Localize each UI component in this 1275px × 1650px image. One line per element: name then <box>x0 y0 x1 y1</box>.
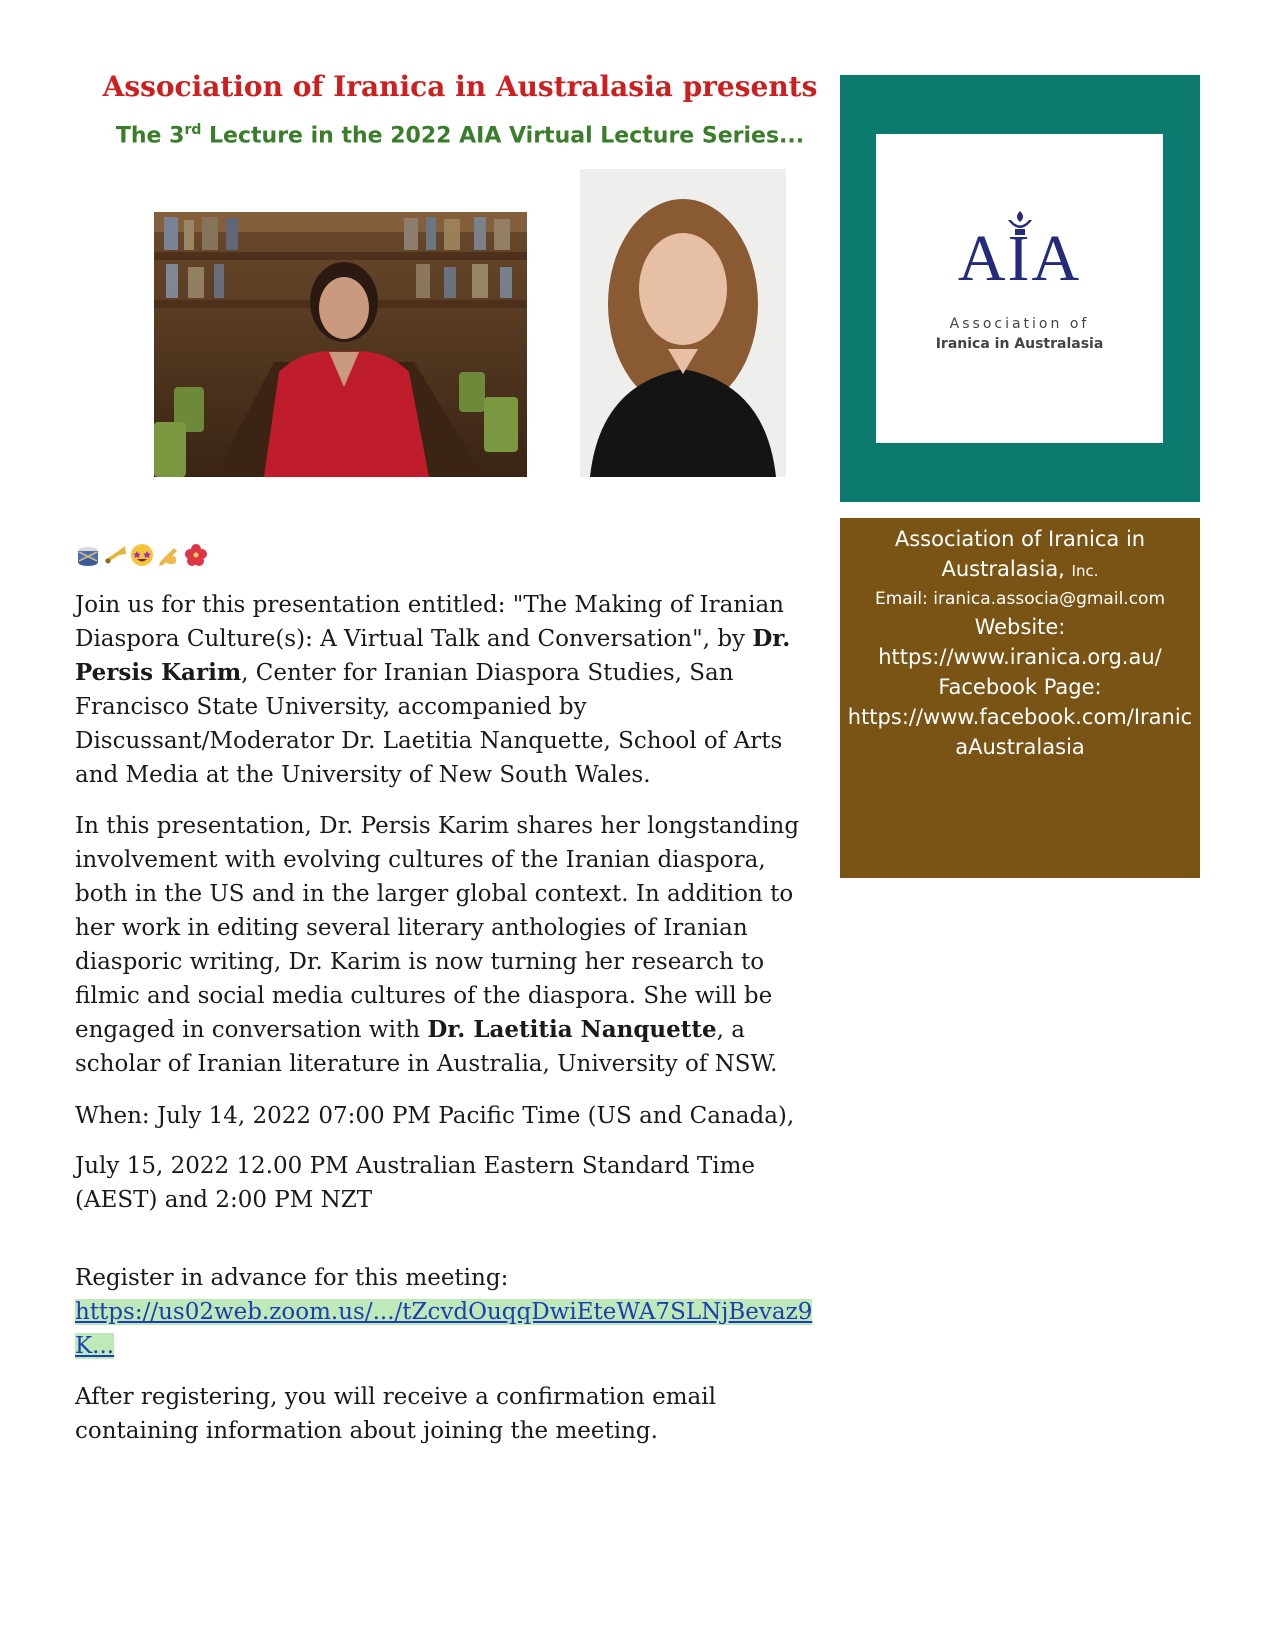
event-when: When: July 14, 2022 07:00 PM Pacific Time (US and Canada), <box>75 1103 795 1129</box>
hibiscus-icon <box>183 542 209 568</box>
drum-icon <box>75 542 101 568</box>
subtitle-pre: The 3 <box>115 123 185 149</box>
description-text1: In this presentation, Dr. Persis Karim shares her longstanding involvement with evolving cultures of the Iranian diaspora, both in the US and in the larger global context. In addition to her work in editing several literary anthologies of Iranian diasporic writing, Dr. Karim is now turning her research to filmic and social media cultures of the diaspora. She will be engaged in conversation with <box>75 813 800 1043</box>
event-title: Association of Iranica in Australasia presents <box>102 70 818 103</box>
description-paragraph <box>75 809 825 1081</box>
writing-hand-icon <box>156 542 182 568</box>
after-registering-note: After registering, you will receive a confirmation email containing information about joining the meeting. <box>75 1384 716 1444</box>
photo-laetitia-nanquette <box>580 169 786 477</box>
logo-line2: Iranica in Australasia <box>935 336 1104 352</box>
emoji-row <box>75 541 209 569</box>
org-name-line2 <box>840 554 1200 586</box>
contact-email[interactable]: Email: iranica.associa@gmail.com <box>874 589 1166 609</box>
event-subtitle <box>100 122 820 148</box>
logo-line1: Association of <box>949 316 1090 332</box>
trumpet-icon <box>102 542 128 568</box>
presenter-name: Dr. Persis Karim <box>75 625 791 686</box>
logo-mark: AIA <box>957 222 1082 295</box>
event-when-local: July 15, 2022 12.00 PM Australian Eastern Standard Time (AEST) and 2:00 PM NZT <box>75 1153 756 1213</box>
website-link[interactable]: https://www.iranica.org.au/ <box>878 645 1162 669</box>
intro-text1: Join us for this presentation entitled: "The Making of Iranian Diaspora Culture(s): A Virtual Talk and Conversation", by <box>75 592 784 652</box>
facebook-label: Facebook Page: <box>938 675 1102 699</box>
description-text2: , a scholar of Iranian literature in Australia, University of NSW. <box>75 1017 778 1077</box>
register-label: Register in advance for this meeting: <box>75 1265 509 1291</box>
aia-logo <box>876 134 1163 443</box>
discussant-name: Dr. Laetitia Nanquette <box>427 1016 717 1043</box>
facebook-link[interactable]: https://www.facebook.com/IranicaAustralasia <box>847 705 1193 759</box>
subtitle-sup: rd <box>184 122 202 138</box>
website-label: Website: <box>974 615 1066 639</box>
org-name-line1: Association of Iranica in <box>894 527 1146 551</box>
photo-laetitia-nanquette-illustration <box>580 169 786 477</box>
subtitle-post: Lecture in the 2022 AIA Virtual Lecture Series... <box>201 123 805 149</box>
photo-persis-karim <box>154 212 527 477</box>
intro-text2: , Center for Iranian Diaspora Studies, San Francisco State University, accompanied by Discussant/Moderator Dr. Laetitia Nanquette, School of Arts and Media at the University of New South Wales. <box>75 660 783 788</box>
contact-info-panel <box>840 518 1200 878</box>
intro-paragraph <box>75 588 825 792</box>
org-name-main: Australasia, <box>941 557 1065 581</box>
aia-logo-panel <box>840 75 1200 502</box>
star-struck-icon <box>129 542 155 568</box>
photo-persis-karim-illustration <box>154 212 527 477</box>
org-name-inc: Inc. <box>1071 562 1099 580</box>
register-link[interactable]: https://us02web.zoom.us/.../tZcvdOuqqDwiEteWA7SLNjBevaz9K... <box>75 1299 813 1359</box>
register-block <box>75 1261 825 1363</box>
